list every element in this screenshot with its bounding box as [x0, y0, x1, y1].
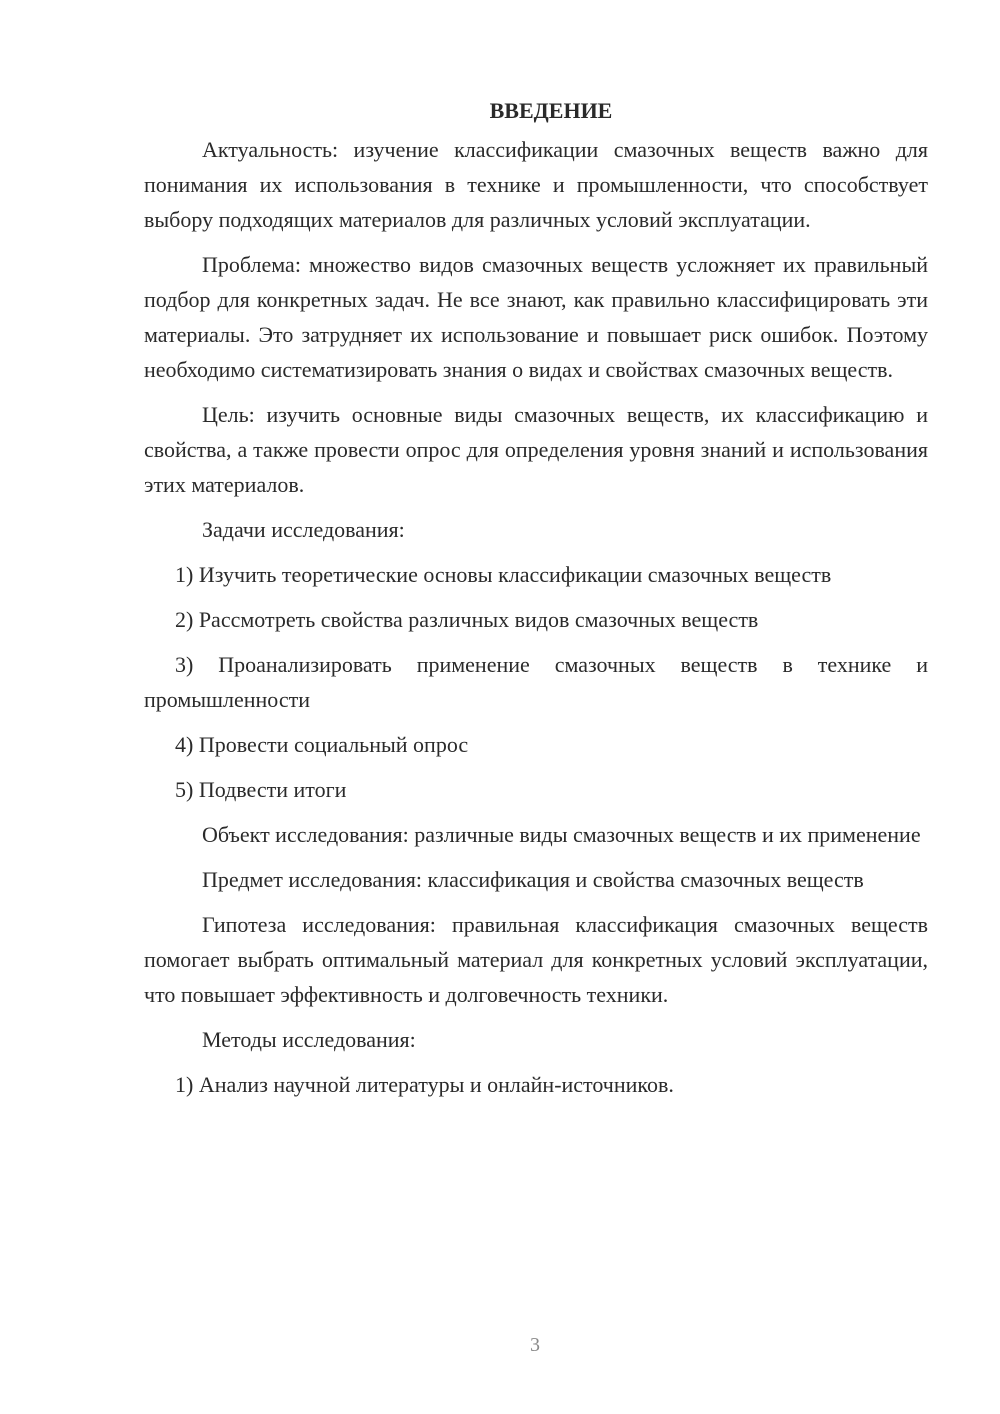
methods-heading: Методы исследования: [202, 1027, 416, 1052]
goal-paragraph: Цель: изучить основные виды смазочных веществ, их классификацию и свойства, а также провести опрос для определения уровня знаний и использования этих материалов. [144, 402, 928, 497]
page-number: 3 [530, 1334, 540, 1356]
section-title: ВВЕДЕНИЕ [489, 98, 613, 123]
document-page [144, 96, 928, 1112]
task-item: 3) Проанализировать применение смазочных веществ в технике и промышленности [144, 652, 928, 712]
task-item: 5) Подвести итоги [175, 777, 347, 802]
problem-paragraph: Проблема: множество видов смазочных веществ усложняет их правильный подбор для конкретных задач. Не все знают, как правильно классифицировать эти материалы. Это затрудняет их использование и повышает риск ошибок. Поэтому необходимо систематизировать знания о видах и свойствах смазочных веществ. [144, 252, 928, 382]
hypothesis-paragraph: Гипотеза исследования: правильная классификация смазочных веществ помогает выбрать оптимальный материал для конкретных условий эксплуатации, что повышает эффективность и долговечность техники. [144, 912, 928, 1007]
relevance-paragraph: Актуальность: изучение классификации смазочных веществ важно для понимания их использования в технике и промышленности, что способствует выбору подходящих материалов для различных условий эксплуатации. [144, 137, 928, 232]
tasks-heading: Задачи исследования: [202, 517, 405, 542]
task-item: 4) Провести социальный опрос [175, 732, 469, 757]
subject-paragraph: Предмет исследования: классификация и свойства смазочных веществ [202, 867, 864, 892]
task-item: 2) Рассмотреть свойства различных видов смазочных веществ [175, 607, 759, 632]
object-paragraph: Объект исследования: различные виды смазочных веществ и их применение [202, 822, 921, 847]
task-item: 1) Изучить теоретические основы классификации смазочных веществ [175, 562, 832, 587]
method-item: 1) Анализ научной литературы и онлайн-источников. [175, 1072, 674, 1097]
